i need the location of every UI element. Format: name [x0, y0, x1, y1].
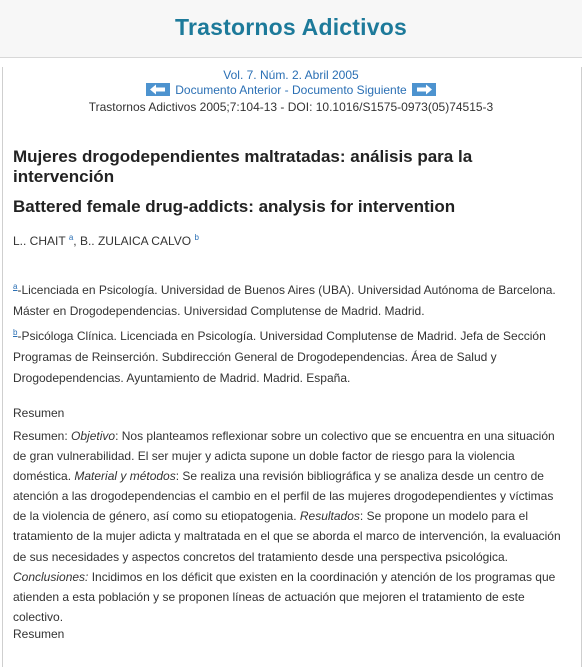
conclusiones-text: Incidimos en los déficit que existen en la coordinación y atención de los programas que atienden a esta población y se proponen líneas de actuación que mejoren el tratamiento de este colectivo.: [13, 569, 556, 624]
arrow-left-icon[interactable]: [146, 83, 170, 96]
affiliation-mark[interactable]: a: [13, 282, 18, 291]
arrow-right-icon[interactable]: [412, 83, 436, 96]
affiliation-text: -Psicóloga Clínica. Licenciada en Psicología. Universidad Complutense de Madrid. Jefa de Sección Programas de Reinserción. Subdirección General de Drogodependencias. Área de Salud y Drogodependencias. Ayuntamiento de Madrid. Madrid. España.: [13, 329, 546, 385]
nav-separator: -: [281, 82, 292, 97]
document-navigation: [0, 82, 582, 98]
author-affiliation-mark[interactable]: a: [68, 233, 74, 242]
article-title-spanish: Mujeres drogodependientes maltratadas: análisis para la intervención: [13, 147, 473, 186]
conclusiones-label: Conclusiones:: [13, 569, 89, 584]
next-document-link[interactable]: Documento Siguiente: [291, 82, 407, 97]
abstract-body: [13, 426, 568, 627]
previous-document-link[interactable]: Documento Anterior: [175, 82, 282, 97]
objetivo-text: : Nos planteamos reflexionar sobre un colectivo que se encuentra en una situación de gran vulnerabilidad. El ser mujer y adicta supone un doble factor de riesgo para la violencia doméstica.: [13, 429, 555, 484]
abstract-heading: Resumen: [13, 406, 65, 420]
metodos-label: Material y métodos: [74, 469, 176, 484]
resultados-label: Resultados: [299, 509, 360, 524]
affiliation-mark[interactable]: b: [13, 328, 18, 337]
metodos-text: : Se realiza una revisión bibliográfica y se analiza desde un centro de atención a las drogodependencias el cambio en el perfil de las mujeres drogodependientes y víctimas de la violencia de género, así como su etiopatogenia.: [13, 469, 554, 524]
page-header: [0, 0, 582, 58]
author-list: [13, 233, 199, 248]
author-name: B.. ZULAICA CALVO: [79, 234, 192, 248]
abstract-lead: Resumen:: [13, 429, 72, 443]
affiliation-a: [13, 276, 568, 322]
article-title-english: Battered female drug-addicts: analysis for intervention: [13, 197, 456, 216]
objetivo-label: Objetivo: [71, 429, 116, 443]
abstract-heading-secondary: Resumen: [13, 627, 65, 641]
journal-title[interactable]: Trastornos Adictivos: [175, 14, 407, 40]
author-separator: ,: [73, 234, 80, 248]
author-affiliation-mark[interactable]: b: [194, 233, 199, 242]
affiliation-text: -Licenciada en Psicología. Universidad de Buenos Aires (UBA). Universidad Autónoma de Barcelona. Máster en Drogodependencias. Universidad Complutense de Madrid. Madrid.: [13, 283, 556, 318]
citation-doi: Trastornos Adictivos 2005;7:104-13 - DOI: 10.1016/S1575-0973(05)74515-3: [88, 100, 494, 114]
author-name: L.. CHAIT: [13, 234, 66, 248]
resultados-text: : Se propone un modelo para el tratamiento de la mujer adicta y maltratada en el que se aborda el marco de intervención, la evaluación de sus necesidades y aspectos concretos del tratamiento desde una perspectiva psicológica.: [13, 509, 561, 564]
issue-volume[interactable]: Vol. 7. Núm. 2. Abril 2005: [223, 68, 359, 82]
affiliation-b: [13, 322, 568, 389]
